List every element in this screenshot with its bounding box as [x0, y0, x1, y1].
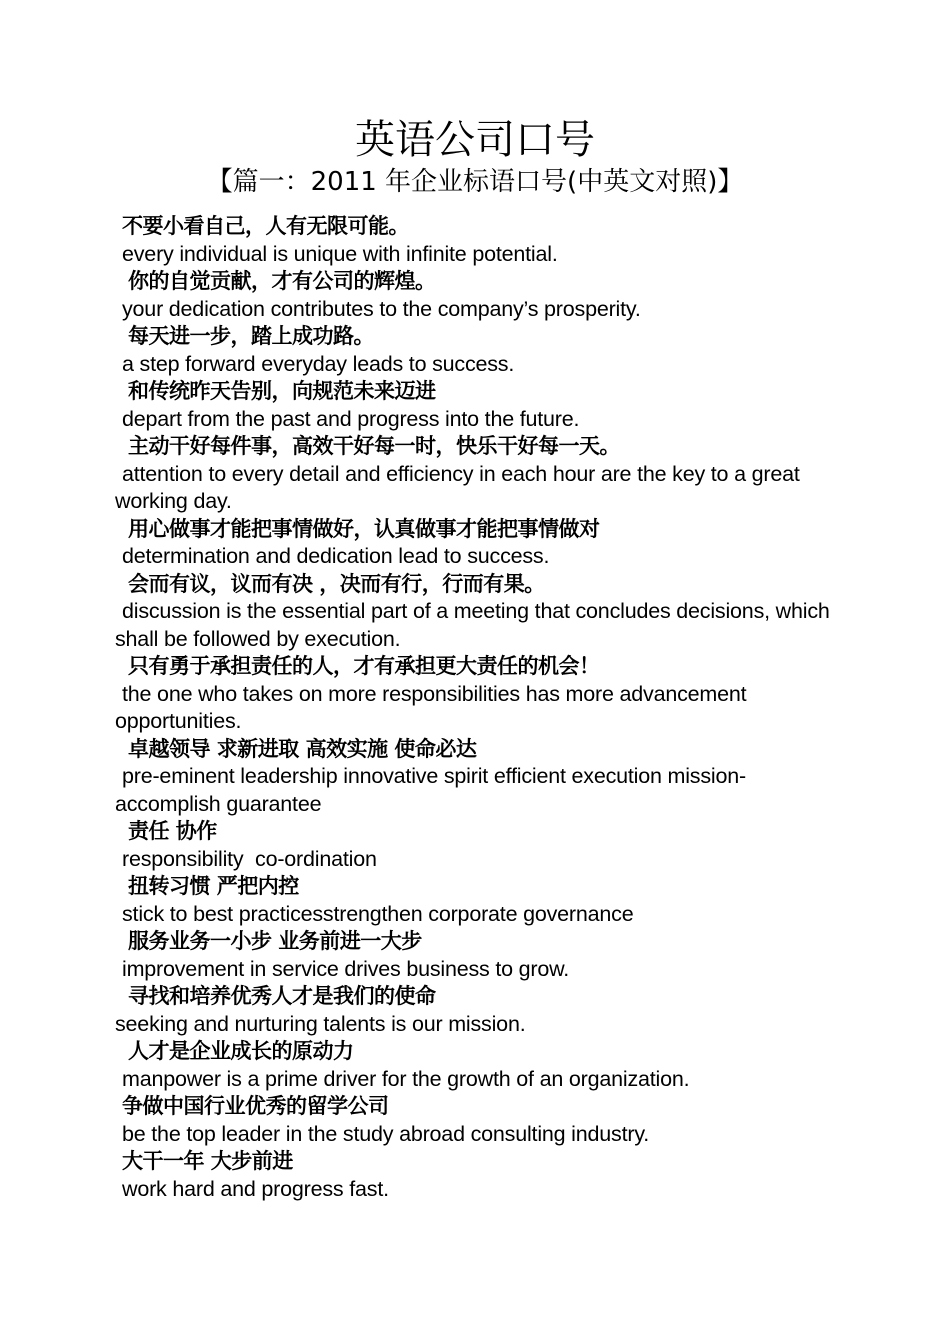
slogan-english: depart from the past and progress into the future.	[122, 406, 580, 431]
slogan-english: improvement in service drives business to grow.	[122, 956, 570, 981]
slogan-entry	[115, 1148, 840, 1203]
slogan-chinese: 服务业务一小步 业务前进一大步	[128, 929, 422, 953]
slogan-entry	[115, 653, 840, 736]
slogan-chinese: 每天进一步，踏上成功路。	[128, 324, 374, 348]
slogan-chinese: 只有勇于承担责任的人，才有承担更大责任的机会！	[128, 654, 600, 678]
slogan-english: the one who takes on more responsibilities has more advancement opportunities.	[115, 681, 747, 733]
slogan-english: work hard and progress fast.	[122, 1176, 389, 1201]
slogan-list	[115, 213, 840, 1203]
page-subtitle: 【篇一：2011 年企业标语口号(中英文对照)】	[206, 167, 744, 197]
slogan-english: seeking and nurturing talents is our mission.	[115, 1011, 526, 1036]
slogan-chinese: 用心做事才能把事情做好，认真做事才能把事情做对	[128, 516, 600, 541]
slogan-chinese: 人才是企业成长的原动力	[128, 1039, 354, 1063]
slogan-english: attention to every detail and efficiency in each hour are the key to a great working day.	[115, 461, 800, 513]
slogan-entry	[115, 571, 840, 654]
slogan-chinese: 会而有议，议而有决 ，决而有行，行而有果。	[128, 571, 545, 596]
slogan-english: be the top leader in the study abroad consulting industry.	[122, 1121, 650, 1146]
slogan-chinese: 和传统昨天告别，向规范未来迈进	[128, 379, 436, 403]
slogan-chinese: 责任 协作	[128, 819, 217, 843]
slogan-entry	[115, 818, 840, 873]
slogan-chinese: 卓越领导 求新进取 高效实施 使命必达	[128, 736, 477, 761]
slogan-english: pre-eminent leadership innovative spirit efficient execution mission-accomplish guarantee	[115, 764, 746, 816]
slogan-entry	[115, 213, 840, 268]
slogan-chinese: 你的自觉贡献，才有公司的辉煌。	[128, 269, 436, 293]
slogan-english: manpower is a prime driver for the growth of an organization.	[122, 1066, 690, 1091]
slogan-english: responsibility co-ordination	[122, 846, 377, 871]
slogan-entry	[115, 983, 840, 1038]
slogan-entry	[115, 433, 840, 516]
slogan-english: determination and dedication lead to success.	[122, 544, 550, 568]
slogan-english: stick to best practicesstrengthen corporate governance	[122, 901, 634, 926]
slogan-entry	[115, 268, 840, 323]
slogan-entry	[115, 516, 840, 571]
slogan-entry	[115, 1038, 840, 1093]
slogan-entry	[115, 928, 840, 983]
slogan-english: discussion is the essential part of a meeting that concludes decisions, which shall be followed by execution.	[115, 599, 830, 651]
slogan-chinese: 主动干好每件事，高效干好每一时，快乐干好每一天。	[128, 434, 620, 458]
slogan-entry	[115, 1093, 840, 1148]
slogan-chinese: 扭转习惯 严把内控	[128, 874, 299, 898]
slogan-entry	[115, 323, 840, 378]
slogan-chinese: 大干一年 大步前进	[122, 1149, 293, 1173]
slogan-english: your dedication contributes to the company’s prosperity.	[122, 296, 641, 321]
slogan-chinese: 不要小看自己，人有无限可能。	[122, 214, 409, 238]
slogan-entry	[115, 378, 840, 433]
page-title: 英语公司口号	[355, 117, 595, 163]
slogan-entry	[115, 736, 840, 819]
slogan-chinese: 寻找和培养优秀人才是我们的使命	[128, 984, 436, 1008]
slogan-english: every individual is unique with infinite potential.	[122, 241, 558, 266]
slogan-chinese: 争做中国行业优秀的留学公司	[122, 1094, 389, 1118]
slogan-entry	[115, 873, 840, 928]
slogan-english: a step forward everyday leads to success.	[122, 351, 515, 376]
